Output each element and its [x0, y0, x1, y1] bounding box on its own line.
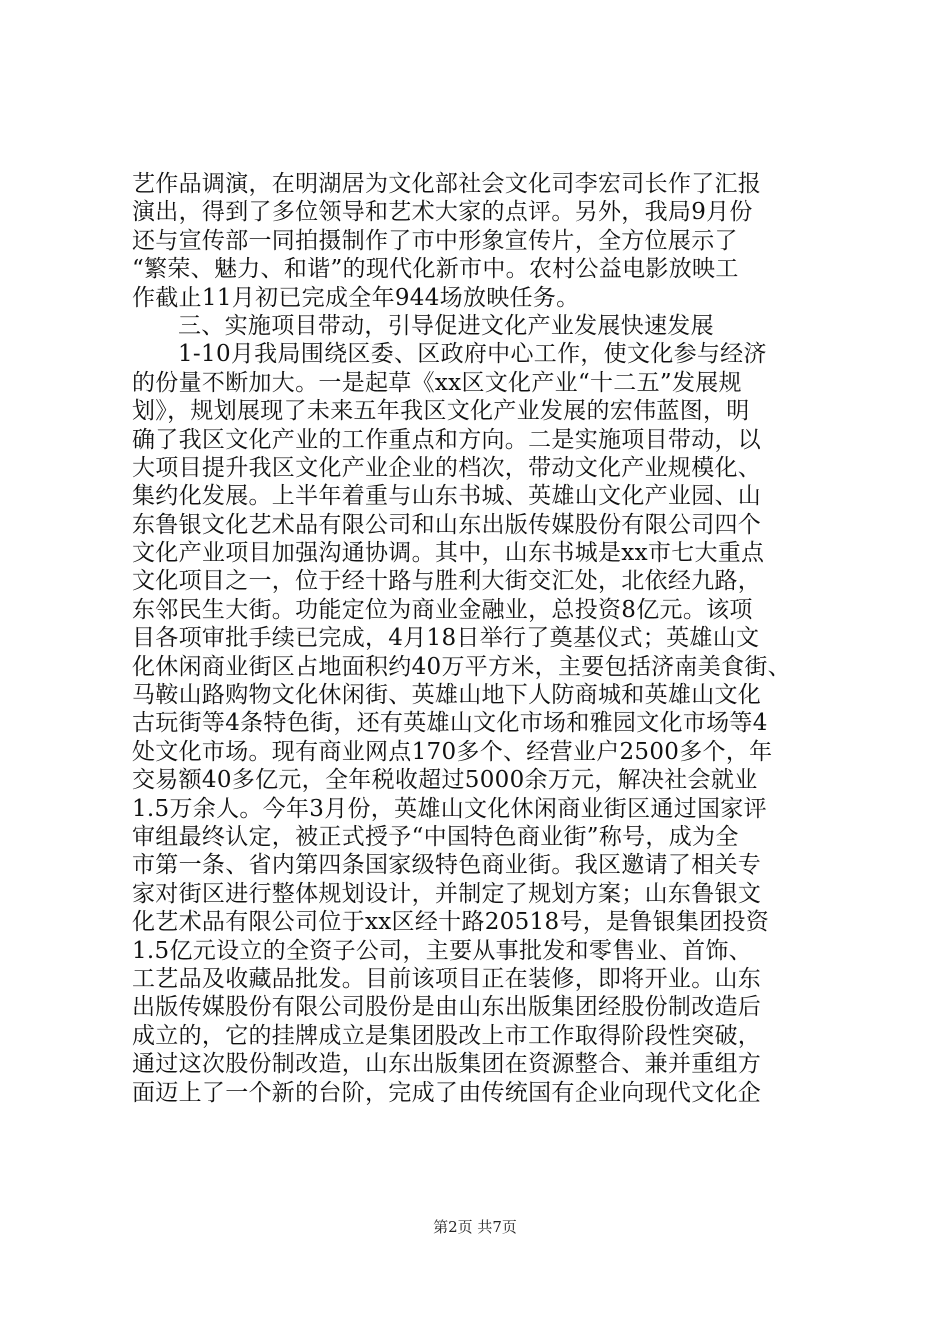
text-line: 文化项目之一，位于经十路与胜利大街交汇处，北依经九路，: [132, 568, 762, 595]
text-line: 工艺品及收藏品批发。目前该项目正在装修，即将开业。山东: [132, 965, 762, 992]
text-line: 1.5亿元设立的全资子公司，主要从事批发和零售业、首饰、: [132, 937, 752, 964]
text-line: 确了我区文化产业的工作重点和方向。二是实施项目带动，以: [132, 426, 762, 453]
text-line: 面迈上了一个新的台阶，完成了由传统国有企业向现代文化企: [132, 1079, 762, 1106]
text-line: 马鞍山路购物文化休闲街、英雄山地下人防商城和英雄山文化: [132, 682, 762, 709]
text-line: “繁荣、魅力、和谐”的现代化新市中。农村公益电影放映工: [132, 256, 739, 283]
text-line: 化休闲商业街区占地面积约40万平方米，主要包括济南美食街、: [132, 653, 791, 680]
text-line: 1.5万余人。今年3月份，英雄山文化休闲商业街区通过国家评: [132, 795, 767, 822]
text-line: 划》，规划展现了未来五年我区文化产业发展的宏伟蓝图，明: [132, 398, 750, 425]
text-line: 出版传媒股份有限公司股份是由山东出版集团经股份制改造后: [132, 994, 762, 1021]
text-line: 东邻民生大街。功能定位为商业金融业，总投资8亿元。该项: [132, 596, 753, 623]
text-line: 审组最终认定，被正式授予“中国特色商业街”称号，成为全: [132, 823, 739, 850]
text-line: 化艺术品有限公司位于xx区经十路20518号，是鲁银集团投资: [132, 909, 770, 936]
text-line: 的份量不断加大。一是起草《xx区文化产业“十二五”发展规: [132, 369, 742, 396]
text-line: 成立的，它的挂牌成立是集团股改上市工作取得阶段性突破，: [132, 1022, 762, 1049]
text-line: 家对街区进行整体规划设计，并制定了规划方案；山东鲁银文: [132, 880, 762, 907]
text-line: 东鲁银文化艺术品有限公司和山东出版传媒股份有限公司四个: [132, 511, 762, 538]
text-line: 还与宣传部一同拍摄制作了市中形象宣传片，全方位展示了: [132, 227, 738, 254]
text-line: 处文化市场。现有商业网点170多个、经营业户2500多个，年: [132, 738, 773, 765]
text-line: 1-10月我局围绕区委、区政府中心工作，使文化参与经济: [178, 341, 767, 368]
text-line: 大项目提升我区文化产业企业的档次，带动文化产业规模化、: [132, 454, 762, 481]
text-line: 古玩街等4条特色街，还有英雄山文化市场和雅园文化市场等4: [132, 710, 768, 737]
text-line: 交易额40多亿元，全年税收超过5000余万元，解决社会就业: [132, 767, 758, 794]
text-line: 通过这次股份制改造，山东出版集团在资源整合、兼并重组方: [132, 1051, 762, 1078]
text-line: 目各项审批手续已完成，4月18日举行了奠基仪式；英雄山文: [132, 625, 760, 652]
document-body: [132, 170, 832, 1107]
page-number-footer: 第2页 共7页: [433, 1218, 517, 1236]
text-line: 艺作品调演，在明湖居为文化部社会文化司李宏司长作了汇报: [132, 171, 762, 197]
section-heading: 三、实施项目带动，引导促进文化产业发展快速发展: [178, 312, 714, 339]
text-line: 市第一条、省内第四条国家级特色商业街。我区邀请了相关专: [132, 852, 762, 879]
text-line: 文化产业项目加强沟通协调。其中，山东书城是xx市七大重点: [132, 540, 765, 567]
text-line: 演出，得到了多位领导和艺术大家的点评。另外，我局9月份: [132, 199, 753, 226]
text-line: 集约化发展。上半年着重与山东书城、英雄山文化产业园、山: [132, 483, 762, 510]
text-line: 作截止11月初已完成全年944场放映任务。: [132, 284, 580, 311]
